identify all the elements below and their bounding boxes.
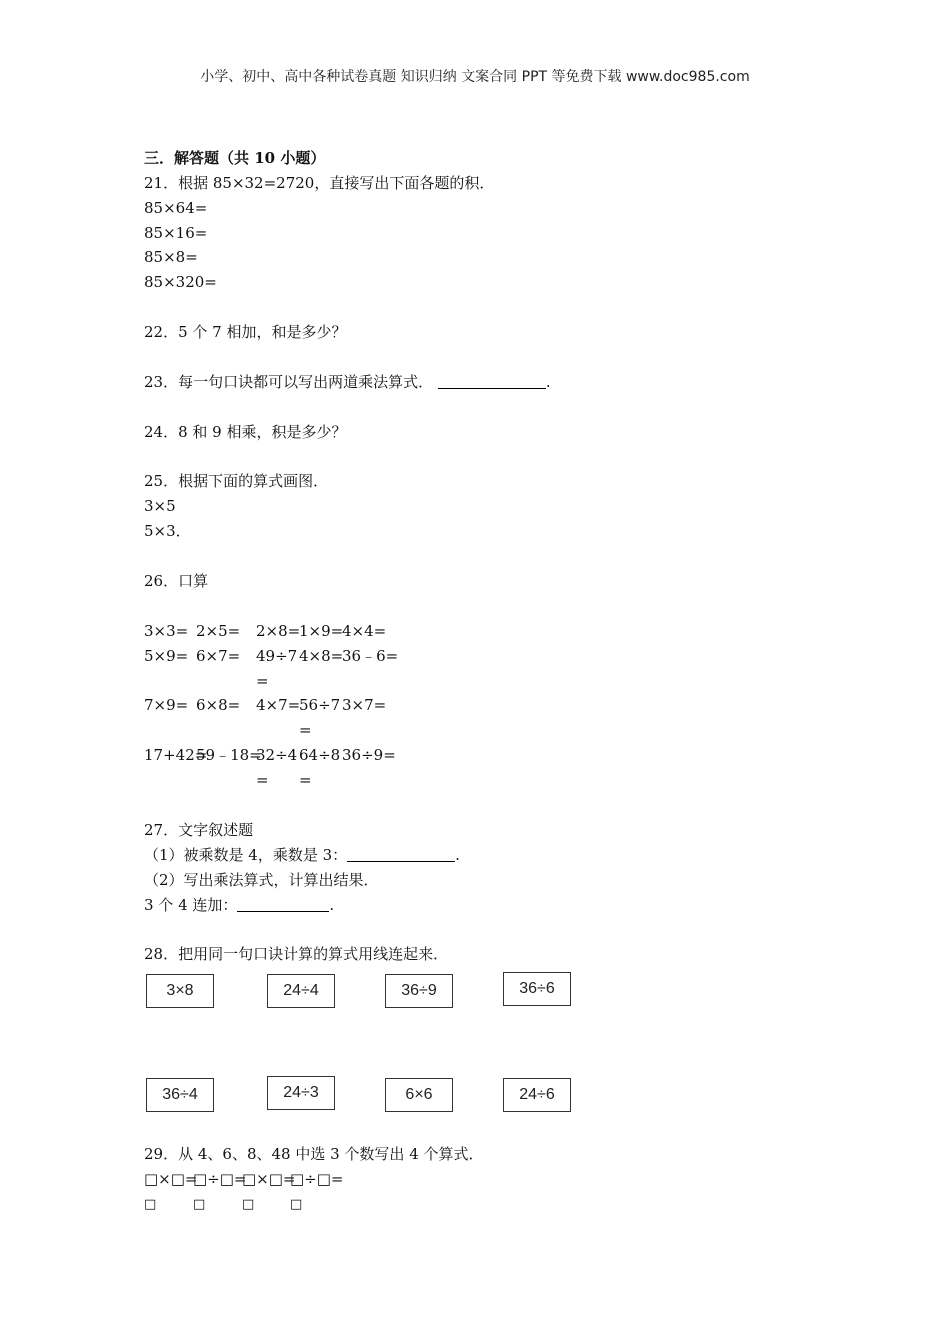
answer-square[interactable]: □	[290, 1197, 303, 1212]
calc-cell: 36﹣6=	[342, 647, 399, 665]
calc-cell: 56÷7	[299, 696, 341, 714]
calc-cell: 4×8=	[299, 647, 344, 665]
q27-sub1	[144, 846, 460, 864]
answer-square[interactable]: □	[193, 1197, 206, 1212]
calc-cell: 1×9=	[299, 622, 344, 640]
q25-item: 3×5	[144, 497, 176, 515]
q21-item: 85×16=	[144, 224, 208, 242]
q23-line	[144, 373, 551, 391]
q27-stem: 27．文字叙述题	[144, 821, 254, 839]
q29-stem: 29．从 4、6、8、48 中选 3 个数写出 4 个算式．	[144, 1145, 484, 1163]
formula-cell[interactable]: □÷□=	[193, 1170, 247, 1188]
expr-box-bottom[interactable]: 24÷6	[503, 1078, 571, 1112]
calc-cell: =	[299, 771, 312, 789]
page-header: 小学、初中、高中各种试卷真题 知识归纳 文案合同 PPT 等免费下载 www.doc985.com	[200, 69, 750, 85]
q27-sub3-text: 3 个 4 连加：	[144, 896, 238, 914]
answer-blank[interactable]	[438, 374, 546, 389]
q23-text: 23．每一句口诀都可以写出两道乘法算式．	[144, 373, 434, 391]
q26-stem: 26．口算	[144, 572, 209, 590]
expr-box-bottom[interactable]: 6×6	[385, 1078, 453, 1112]
q21-item: 85×8=	[144, 248, 198, 266]
calc-cell: =	[299, 721, 312, 739]
q25-stem: 25．根据下面的算式画图．	[144, 472, 329, 490]
calc-cell: 4×4=	[342, 622, 387, 640]
q21-item: 85×64=	[144, 199, 208, 217]
answer-blank[interactable]	[347, 847, 455, 862]
q22-stem: 22．5 个 7 相加，和是多少？	[144, 323, 347, 341]
calc-cell: 3×3=	[144, 622, 189, 640]
formula-cell[interactable]: □×□=	[144, 1170, 198, 1188]
section-title: 三．解答题（共 10 小题）	[144, 149, 326, 167]
answer-square[interactable]: □	[242, 1197, 255, 1212]
calc-cell: 5×9=	[144, 647, 189, 665]
q27-sub1-text: （1）被乘数是 4，乘数是 3：	[144, 846, 348, 864]
q25-item: 5×3．	[144, 522, 191, 540]
calc-cell: 49÷7	[256, 647, 298, 665]
q27-tail: .	[329, 896, 335, 914]
calc-cell: 17+42=	[144, 746, 208, 764]
expr-box-bottom[interactable]: 36÷4	[146, 1078, 214, 1112]
q27-sub2: （2）写出乘法算式，计算出结果．	[144, 871, 379, 889]
calc-cell: 59﹣18=	[196, 746, 262, 764]
formula-cell[interactable]: □×□=	[242, 1170, 296, 1188]
calc-cell: 32÷4	[256, 746, 298, 764]
answer-square[interactable]: □	[144, 1197, 157, 1212]
calc-cell: =	[256, 672, 269, 690]
calc-cell: 3×7=	[342, 696, 387, 714]
expr-box-top[interactable]: 24÷4	[267, 974, 335, 1008]
q28-stem: 28．把用同一句口诀计算的算式用线连起来．	[144, 945, 449, 963]
q27-tail: .	[455, 846, 460, 864]
formula-cell[interactable]: □÷□=	[290, 1170, 344, 1188]
calc-cell: =	[256, 771, 269, 789]
calc-cell: 2×8=	[256, 622, 301, 640]
calc-cell: 36÷9=	[342, 746, 396, 764]
expr-box-top[interactable]: 36÷6	[503, 972, 571, 1006]
expr-box-bottom[interactable]: 24÷3	[267, 1076, 335, 1110]
answer-blank[interactable]	[237, 897, 329, 912]
q21-item: 85×320=	[144, 273, 217, 291]
q27-sub3	[144, 896, 334, 914]
q21-stem: 21．根据 85×32=2720，直接写出下面各题的积．	[144, 174, 495, 192]
q23-tail: .	[545, 373, 551, 391]
expr-box-top[interactable]: 3×8	[146, 974, 214, 1008]
calc-cell: 2×5=	[196, 622, 241, 640]
calc-cell: 64÷8	[299, 746, 341, 764]
q24-stem: 24．8 和 9 相乘，积是多少？	[144, 423, 347, 441]
calc-cell: 4×7=	[256, 696, 301, 714]
calc-cell: 7×9=	[144, 696, 189, 714]
expr-box-top[interactable]: 36÷9	[385, 974, 453, 1008]
calc-cell: 6×8=	[196, 696, 241, 714]
calc-cell: 6×7=	[196, 647, 241, 665]
